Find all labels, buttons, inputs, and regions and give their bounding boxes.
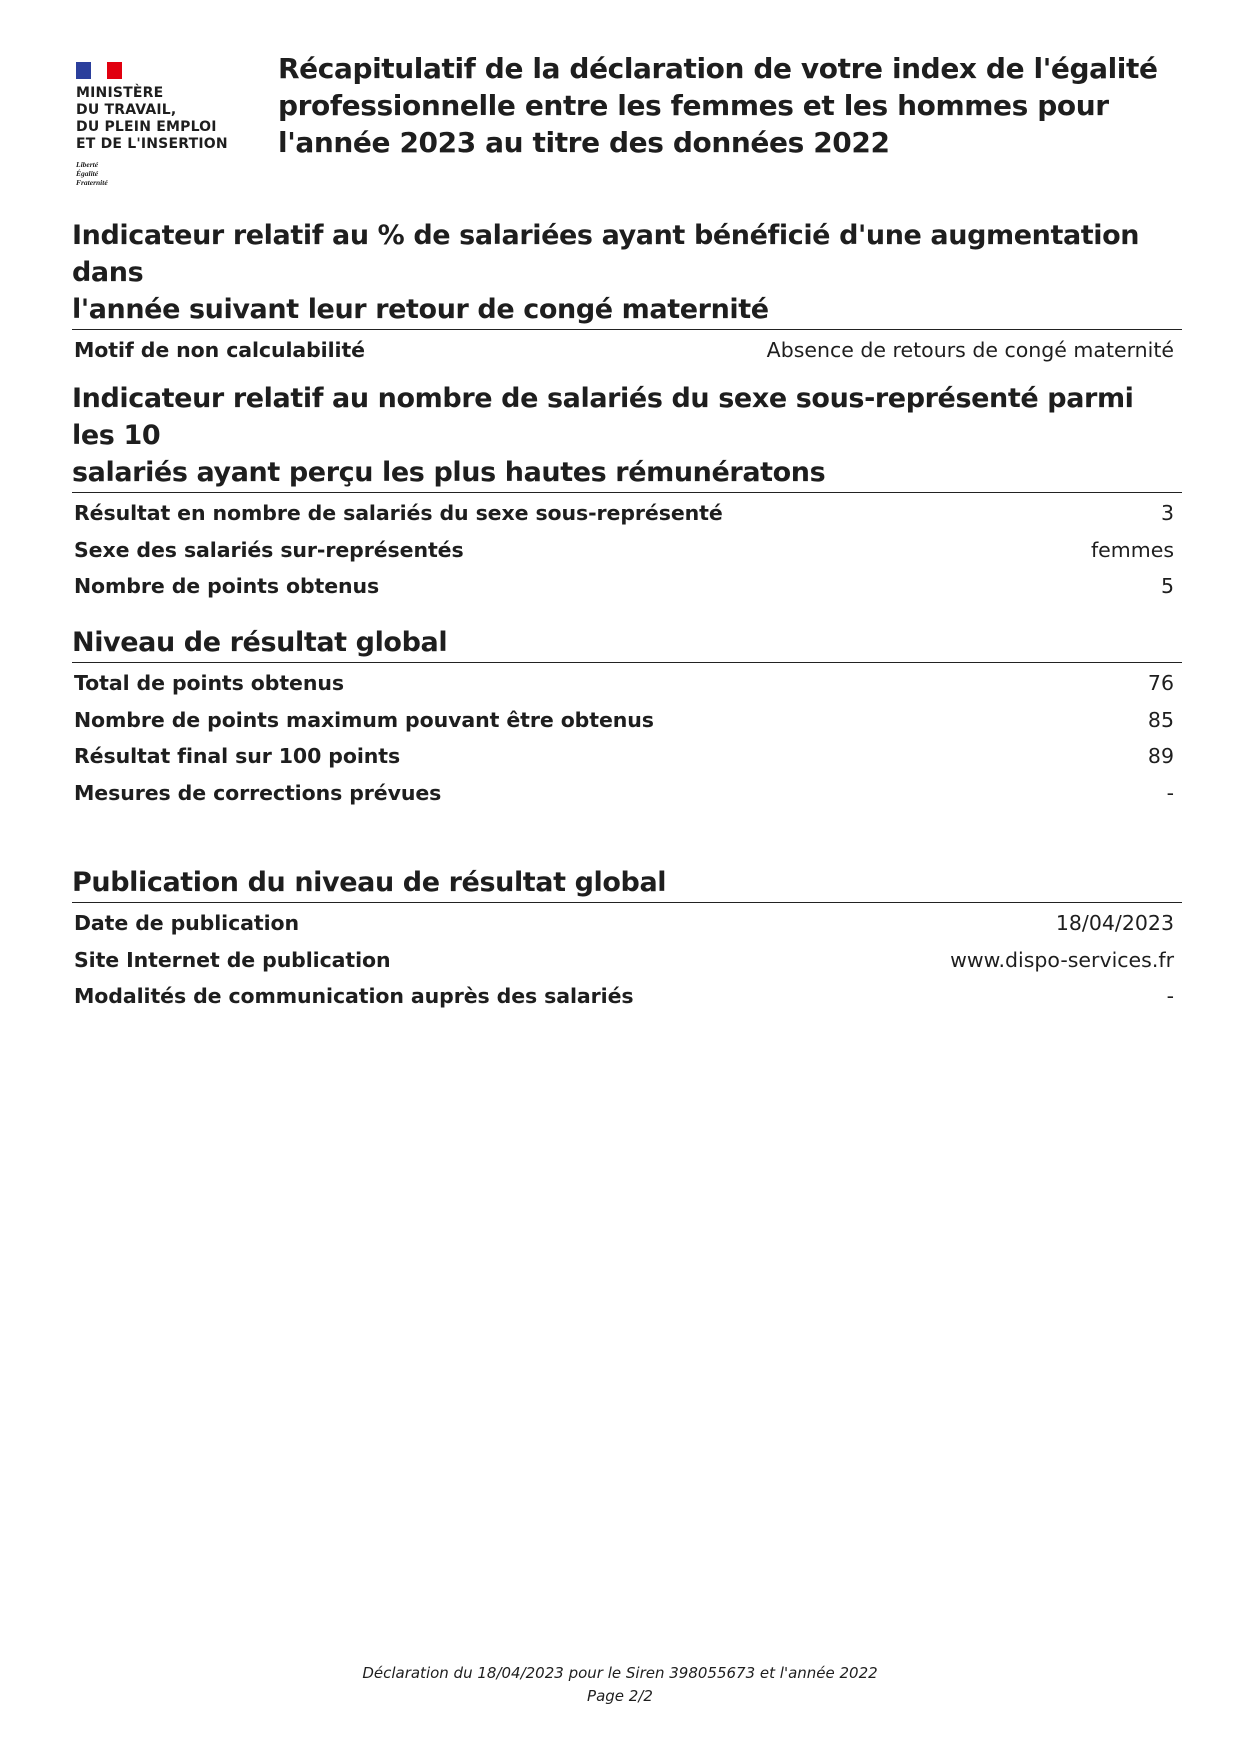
row-label: Résultat en nombre de salariés du sexe sous-représenté bbox=[74, 501, 723, 525]
table-row bbox=[72, 775, 1182, 812]
row-label: Modalités de communication auprès des salariés bbox=[74, 984, 634, 1008]
section-top-earners-indicator bbox=[72, 380, 1182, 605]
row-value: - bbox=[1166, 780, 1174, 805]
section-title: Niveau de résultat global bbox=[72, 627, 448, 658]
row-value: 5 bbox=[1160, 574, 1174, 598]
declaration-note: Déclaration du 18/04/2023 pour le Siren 398055673 et l'année 2022 bbox=[362, 1664, 878, 1682]
table-row bbox=[72, 942, 1182, 979]
table-row bbox=[72, 702, 1182, 739]
table-row bbox=[72, 665, 1182, 702]
table-row bbox=[72, 532, 1182, 569]
row-label: Mesures de corrections prévues bbox=[74, 780, 442, 805]
row-value: - bbox=[1166, 984, 1174, 1008]
table-row bbox=[72, 568, 1182, 605]
page-number: Page 2/2 bbox=[587, 1687, 653, 1705]
section-title: Indicateur relatif au nombre de salariés du sexe sous-représenté parmi les 10 salariés ayant perçu les plus hautes rémunératons bbox=[72, 383, 1134, 488]
row-value: 3 bbox=[1160, 501, 1174, 525]
section-title: Publication du niveau de résultat global bbox=[72, 867, 667, 898]
french-flag-icon bbox=[76, 62, 122, 79]
section-divider bbox=[72, 902, 1182, 903]
row-value: Absence de retours de congé maternité bbox=[766, 338, 1174, 362]
row-label: Résultat final sur 100 points bbox=[74, 744, 401, 768]
ministry-logo bbox=[76, 62, 256, 187]
document-title: Récapitulatif de la déclaration de votre index de l'égalité professionnelle entre les femmes et les hommes pour l'année 2023 au titre des données 2022 bbox=[278, 52, 1158, 159]
republic-motto: Liberté Égalité Fraternité bbox=[76, 160, 108, 187]
row-value: 85 bbox=[1147, 707, 1174, 732]
section-maternity-indicator bbox=[72, 217, 1182, 369]
section-divider bbox=[72, 662, 1182, 663]
row-label: Nombre de points obtenus bbox=[74, 574, 380, 598]
row-label: Motif de non calculabilité bbox=[74, 338, 365, 362]
table-row bbox=[72, 738, 1182, 775]
section-publication bbox=[72, 864, 1182, 1015]
row-value: 89 bbox=[1147, 744, 1174, 768]
row-label: Site Internet de publication bbox=[74, 947, 391, 972]
row-label: Sexe des salariés sur-représentés bbox=[74, 537, 464, 562]
ministry-name: MINISTÈRE DU TRAVAIL, DU PLEIN EMPLOI ET DE L'INSERTION bbox=[76, 85, 228, 152]
section-divider bbox=[72, 492, 1182, 493]
section-global-result bbox=[72, 624, 1182, 811]
table-row bbox=[72, 905, 1182, 942]
row-value: 18/04/2023 bbox=[1055, 911, 1174, 935]
row-value: www.dispo-services.fr bbox=[950, 947, 1174, 972]
table-row bbox=[72, 978, 1182, 1015]
row-label: Total de points obtenus bbox=[74, 671, 344, 695]
section-divider bbox=[72, 329, 1182, 330]
row-label: Date de publication bbox=[74, 911, 299, 935]
section-title: Indicateur relatif au % de salariées ayant bénéficié d'une augmentation dans l'année suivant leur retour de congé maternité bbox=[72, 220, 1140, 325]
page-footer bbox=[0, 1662, 1240, 1708]
row-value: 76 bbox=[1147, 671, 1174, 695]
row-value: femmes bbox=[1090, 537, 1174, 562]
table-row bbox=[72, 332, 1182, 369]
table-row bbox=[72, 495, 1182, 532]
row-label: Nombre de points maximum pouvant être obtenus bbox=[74, 707, 654, 732]
